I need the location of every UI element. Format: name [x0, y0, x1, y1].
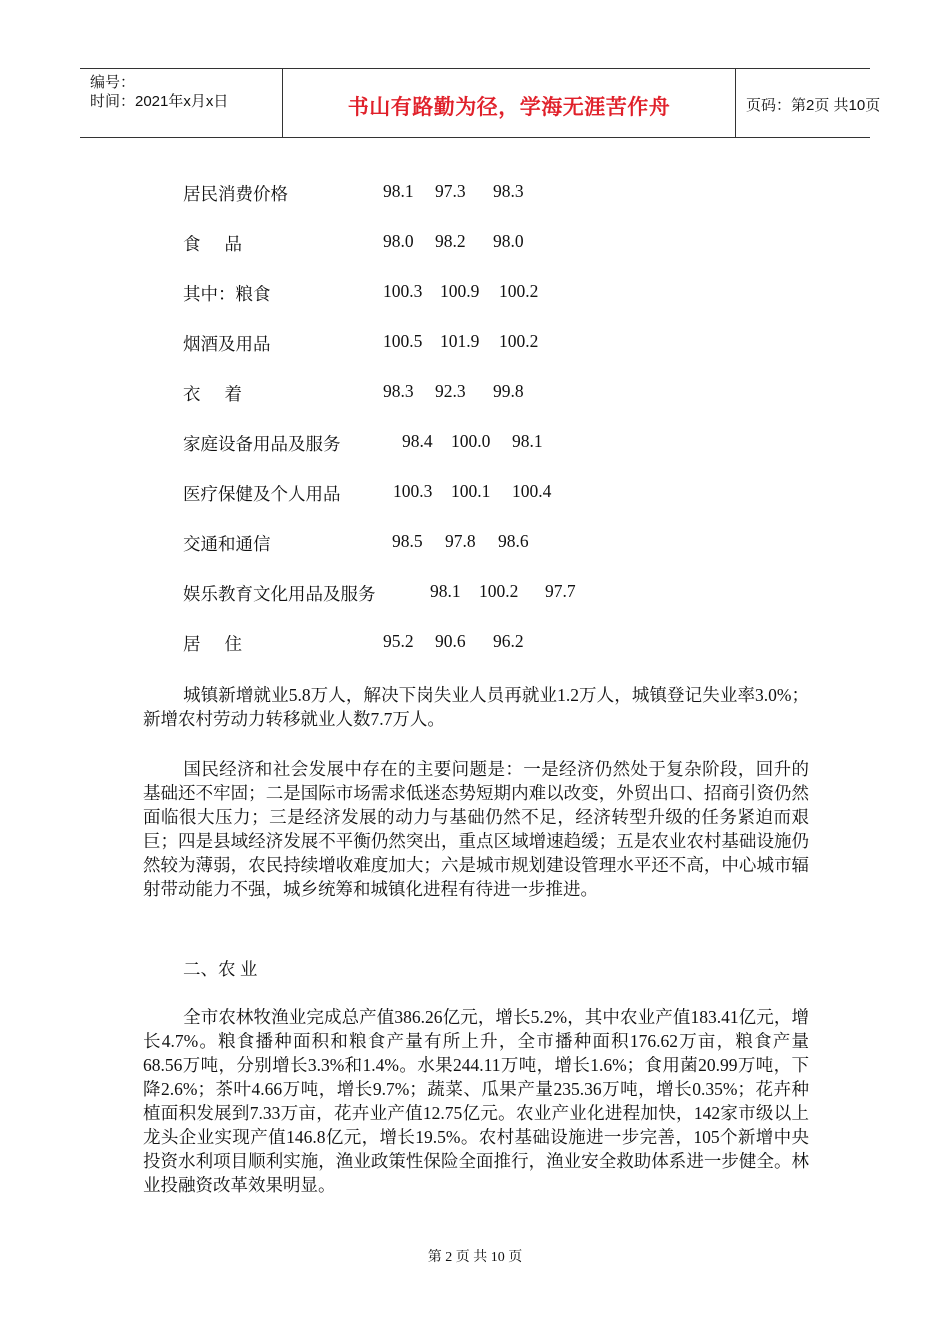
row-value: 101.9 [440, 331, 480, 351]
row-label: 居民消费价格 [183, 184, 288, 204]
problems-text: 国民经济和社会发展中存在的主要问题是：一是经济仍然处于复杂阶段，回升的基础还不牢固；二是国际市场需求低迷态势短期内难以改变，外贸出口、招商引资仍然面临很大压力；三是经济发展的动力与基础仍然不足，经济转型升级的任务紧迫而艰巨；四是县域经济发展不平衡仍然突出，重点区域增速趋缓；五是农业农村基础设施仍然较为薄弱，农民持续增收难度加大；六是城市规划建设管理水平还不高，中心城市辐射带动能力不强，城乡统筹和城镇化进程有待进一步推进。 [143, 759, 809, 899]
section-heading-text: 二、农 业 [183, 959, 258, 979]
motto: 书山有路勤为径，学海无涯苦作舟 [347, 95, 671, 119]
table-row [183, 581, 743, 609]
row-value: 100.1 [451, 481, 491, 501]
row-value: 90.6 [435, 631, 466, 651]
row-value: 100.2 [479, 581, 519, 601]
row-value: 98.0 [383, 231, 414, 251]
row-label: 食品 [183, 234, 266, 254]
time-label: 时间：2021年x月x日 [90, 93, 229, 110]
table-row [183, 481, 743, 509]
row-value: 98.4 [402, 431, 433, 451]
row-value: 100.9 [440, 281, 480, 301]
row-value: 97.8 [445, 531, 476, 551]
table-row [183, 331, 743, 359]
row-value: 98.1 [512, 431, 543, 451]
row-label: 交通和通信 [183, 534, 271, 554]
section-heading [143, 957, 809, 981]
employment-text: 城镇新增就业5.8万人，解决下岗失业人员再就业1.2万人，城镇登记失业率3.0%；新增农村劳动力转移就业人数7.7万人。 [143, 685, 809, 729]
page-footer: 第 2 页 共 10 页 [427, 1250, 523, 1265]
table-row [183, 431, 743, 459]
header-meta-cell [80, 69, 283, 137]
header-motto-cell [283, 69, 736, 137]
table-row [183, 231, 743, 259]
table-row [183, 381, 743, 409]
row-value: 97.7 [545, 581, 576, 601]
row-label: 医疗保健及个人用品 [183, 484, 341, 504]
row-value: 100.3 [383, 281, 423, 301]
table-row [183, 181, 743, 209]
header-page-cell [736, 69, 881, 137]
row-value: 98.2 [435, 231, 466, 251]
row-value: 100.2 [499, 331, 539, 351]
row-value: 97.3 [435, 181, 466, 201]
row-label: 家庭设备用品及服务 [183, 434, 341, 454]
row-value: 100.2 [499, 281, 539, 301]
table-row [183, 531, 743, 559]
row-value: 100.4 [512, 481, 552, 501]
row-label: 其中：粮食 [183, 284, 271, 304]
agriculture-text: 全市农林牧渔业完成总产值386.26亿元，增长5.2%，其中农业产值183.41亿元，增长4.7%。粮食播种面积和粮食产量有所上升，全市播种面积176.62万亩，粮食产量68.56万吨，分别增长3.3%和1.4%。水果244.11万吨，增长1.6%；食用菌20.99万吨，下降2.6%；茶叶4.66万吨，增长9.7%；蔬菜、瓜果产量235.36万吨，增长0.35%；花卉种植面积发展到7.33万亩，花卉业产值12.75亿元。农业产业化进程加快，142家市级以上龙头企业实现产值146.8亿元，增长19.5%。农村基础设施进一步完善，105个新增中央投资水利项目顺利实施，渔业政策性保险全面推行，渔业安全救助体系进一步健全。林业投融资改革效果明显。 [143, 1007, 809, 1195]
employment-paragraph [143, 683, 809, 731]
row-value: 98.5 [392, 531, 423, 551]
row-value: 100.5 [383, 331, 423, 351]
row-label: 居住 [183, 634, 266, 654]
row-value: 98.1 [430, 581, 461, 601]
row-value: 96.2 [493, 631, 524, 651]
row-value: 98.1 [383, 181, 414, 201]
row-value: 99.8 [493, 381, 524, 401]
page-header [80, 68, 881, 138]
problems-paragraph [143, 757, 809, 901]
doc-number-label: 编号： [90, 74, 136, 91]
row-value: 95.2 [383, 631, 414, 651]
row-value: 100.3 [393, 481, 433, 501]
row-label: 娱乐教育文化用品及服务 [183, 584, 376, 604]
row-value: 98.6 [498, 531, 529, 551]
row-value: 100.0 [451, 431, 491, 451]
row-value: 98.3 [493, 181, 524, 201]
row-label: 衣着 [183, 384, 266, 404]
row-label: 烟酒及用品 [183, 334, 271, 354]
row-value: 92.3 [435, 381, 466, 401]
row-value: 98.3 [383, 381, 414, 401]
page-number-label: 页码：第2页 共10页 [746, 97, 881, 114]
agriculture-paragraph [143, 1005, 809, 1197]
table-row [183, 281, 743, 309]
row-value: 98.0 [493, 231, 524, 251]
table-row [183, 631, 743, 659]
